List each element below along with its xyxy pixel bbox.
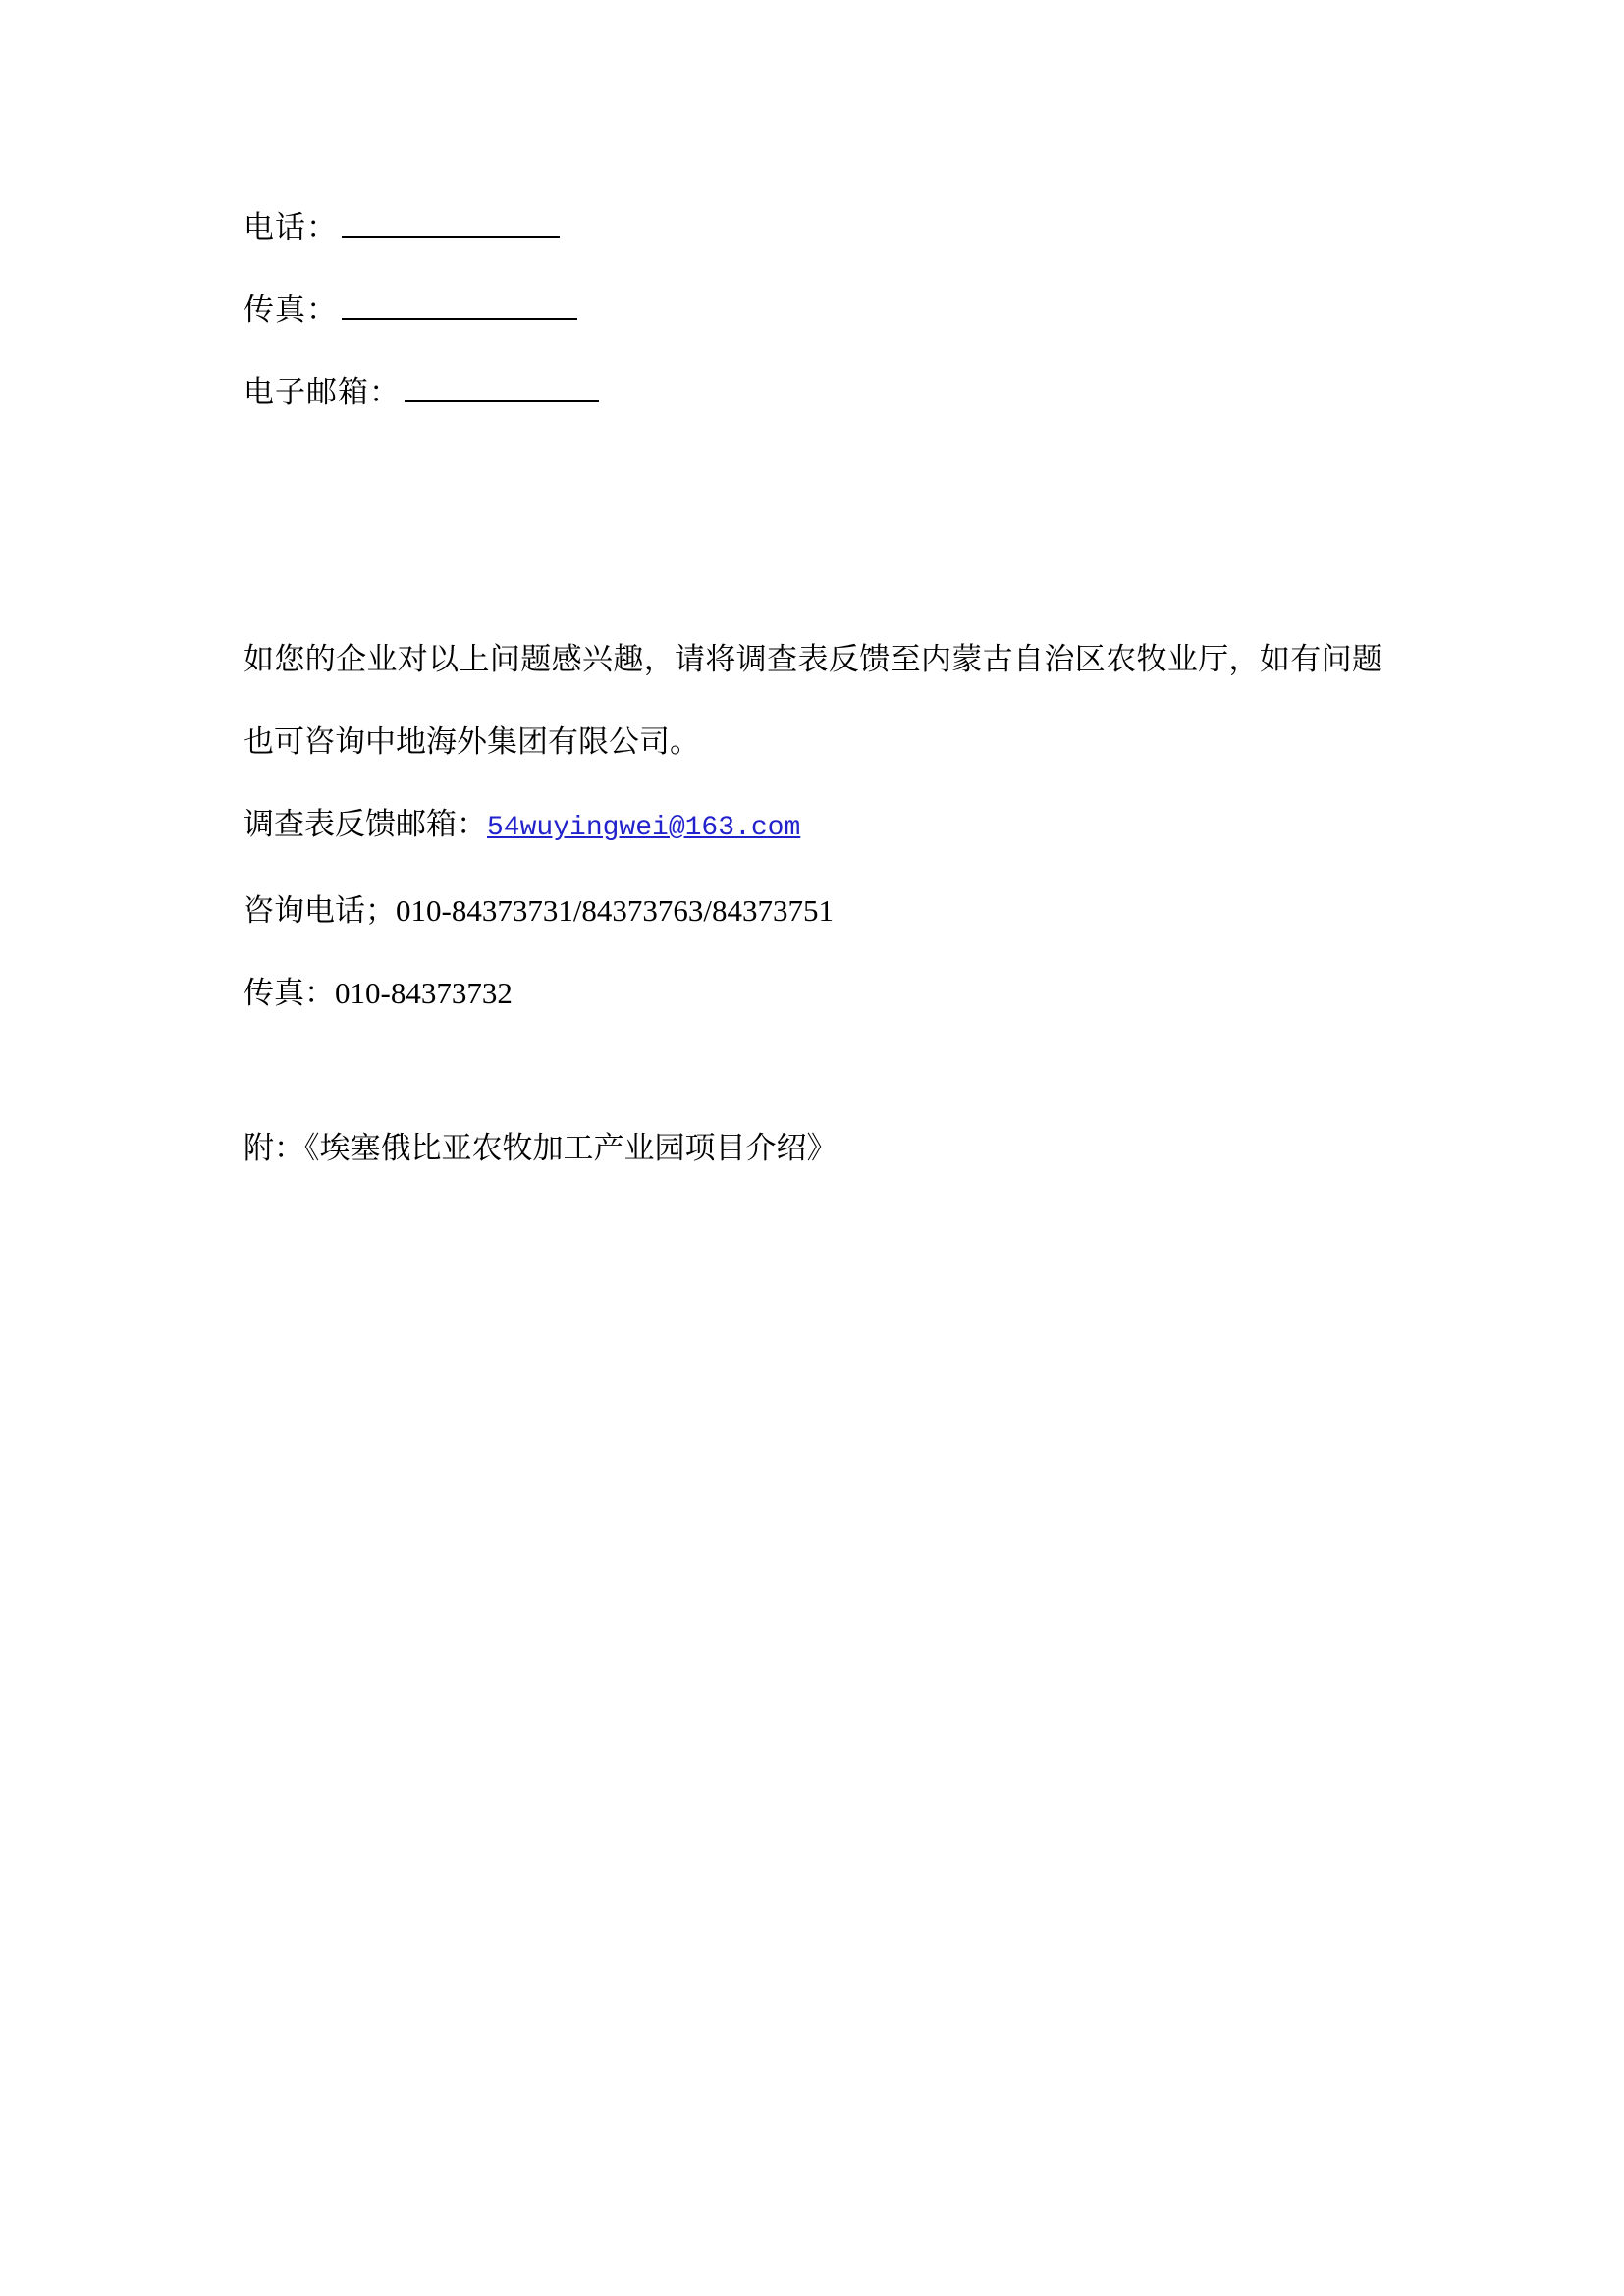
consult-phone-line: 咨询电话；010-84373731/84373763/84373751 (244, 893, 835, 928)
document-content (244, 187, 1402, 1190)
feedback-email-row (244, 783, 1402, 870)
spacer-2 (244, 1035, 1402, 1107)
contact-field-email-input[interactable] (405, 371, 599, 402)
contact-field-phone-label: 电话： (244, 210, 338, 244)
contact-field-phone-input[interactable] (342, 206, 560, 238)
attachment-line: 附：《埃塞俄比亚农牧加工产业园项目介绍》 (244, 1131, 838, 1165)
fax-line: 传真：010-84373732 (244, 976, 513, 1010)
contact-field-email-label: 电子邮箱： (244, 375, 401, 409)
contact-field-email (244, 351, 1402, 434)
feedback-email-label: 调查表反馈邮箱： (244, 807, 487, 841)
contact-field-fax (244, 269, 1402, 351)
contact-field-phone (244, 187, 1402, 269)
contact-field-fax-label: 传真： (244, 293, 338, 327)
contact-field-fax-input[interactable] (342, 289, 577, 320)
body-paragraph: 如您的企业对以上问题感兴趣，请将调查表反馈至内蒙古自治区农牧业厅，如有问题也可咨询中地海外集团有限公司。 (244, 642, 1382, 759)
spacer (244, 434, 1402, 618)
feedback-email-link[interactable]: 54wuyingwei@163.com (487, 813, 801, 843)
